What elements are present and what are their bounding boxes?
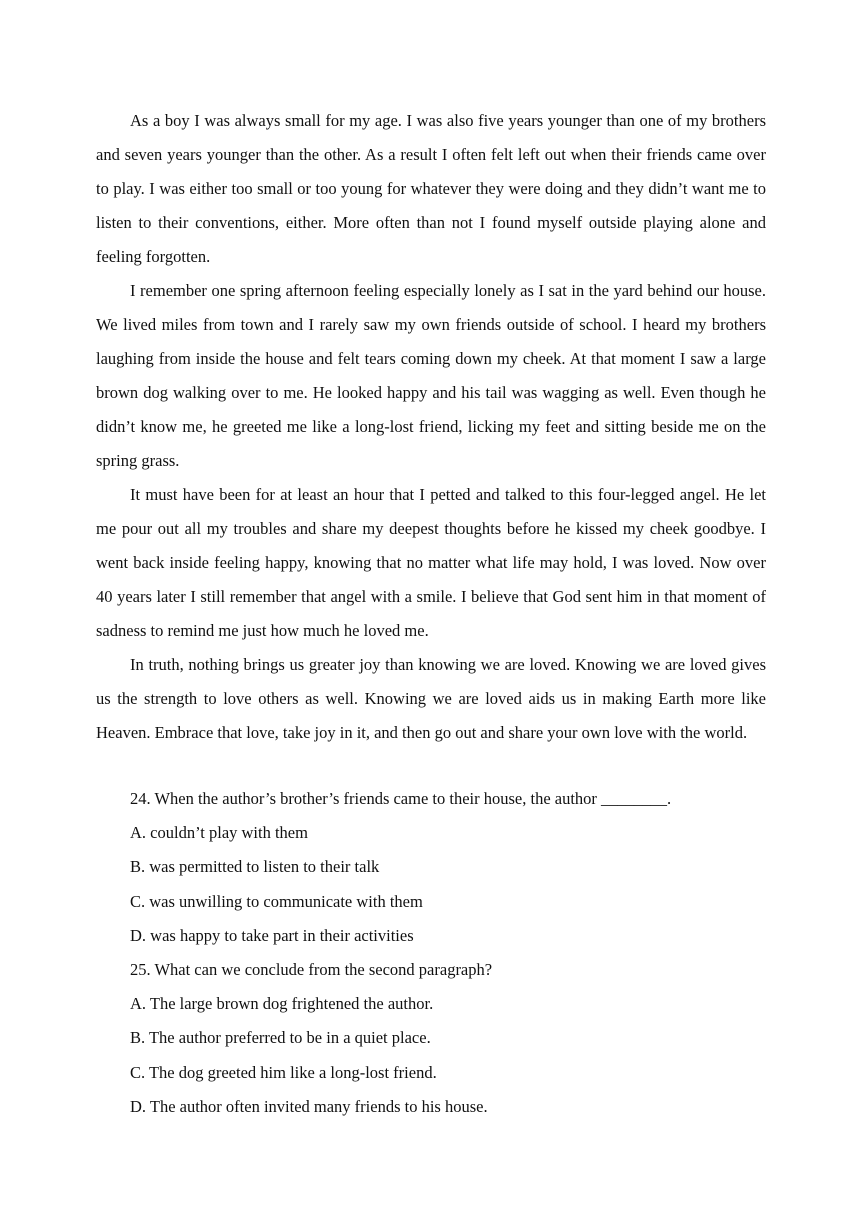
question-list	[130, 782, 766, 1124]
question-24-option-a: A. couldn’t play with them	[130, 823, 308, 843]
question-25-option-b: B. The author preferred to be in a quiet place.	[130, 1028, 431, 1048]
question-24	[130, 782, 766, 953]
question-24-option-c: C. was unwilling to communicate with them	[130, 891, 423, 911]
question-24-option-d: D. was happy to take part in their activities	[130, 925, 414, 945]
passage-paragraph-4: In truth, nothing brings us greater joy than knowing we are loved. Knowing we are loved gives us the strength to love others as well. Knowing we are loved aids us in making Earth more like Heaven. Embrace that love, take joy in it, and then go out and share your own love with the world.	[96, 655, 766, 742]
question-25-option-a: A. The large brown dog frightened the author.	[130, 994, 434, 1014]
question-24-option-b: B. was permitted to listen to their talk	[130, 857, 380, 877]
reading-passage	[96, 104, 766, 750]
question-25-option-d: D. The author often invited many friends to his house.	[130, 1096, 488, 1116]
question-25-option-c: C. The dog greeted him like a long-lost friend.	[130, 1062, 437, 1082]
passage-paragraph-1: As a boy I was always small for my age. I was also five years younger than one of my brothers and seven years younger than the other. As a result I often felt left out when their friends came over to play. I was either too small or too young for whatever they were doing and they didn’t want me to listen to their conventions, either. More often than not I found myself outside playing alone and feeling forgotten.	[96, 111, 766, 266]
question-25-stem: 25. What can we conclude from the second paragraph?	[130, 960, 493, 980]
passage-paragraph-3: It must have been for at least an hour that I petted and talked to this four-legged angel. He let me pour out all my troubles and share my deepest thoughts before he kissed my cheek goodbye. I went back inside feeling happy, knowing that no matter what life may hold, I was loved. Now over 40 years later I still remember that angel with a smile. I believe that God sent him in that moment of sadness to remind me just how much he loved me.	[96, 485, 766, 640]
passage-paragraph-2: I remember one spring afternoon feeling especially lonely as I sat in the yard behind our house. We lived miles from town and I rarely saw my own friends outside of school. I heard my brothers laughing from inside the house and felt tears coming down my cheek. At that moment I saw a large brown dog walking over to me. He looked happy and his tail was wagging as well. Even though he didn’t know me, he greeted me like a long-lost friend, licking my feet and sitting beside me on the spring grass.	[96, 281, 766, 470]
question-24-stem: 24. When the author’s brother’s friends came to their house, the author ________.	[130, 789, 672, 808]
question-25	[130, 953, 766, 1124]
